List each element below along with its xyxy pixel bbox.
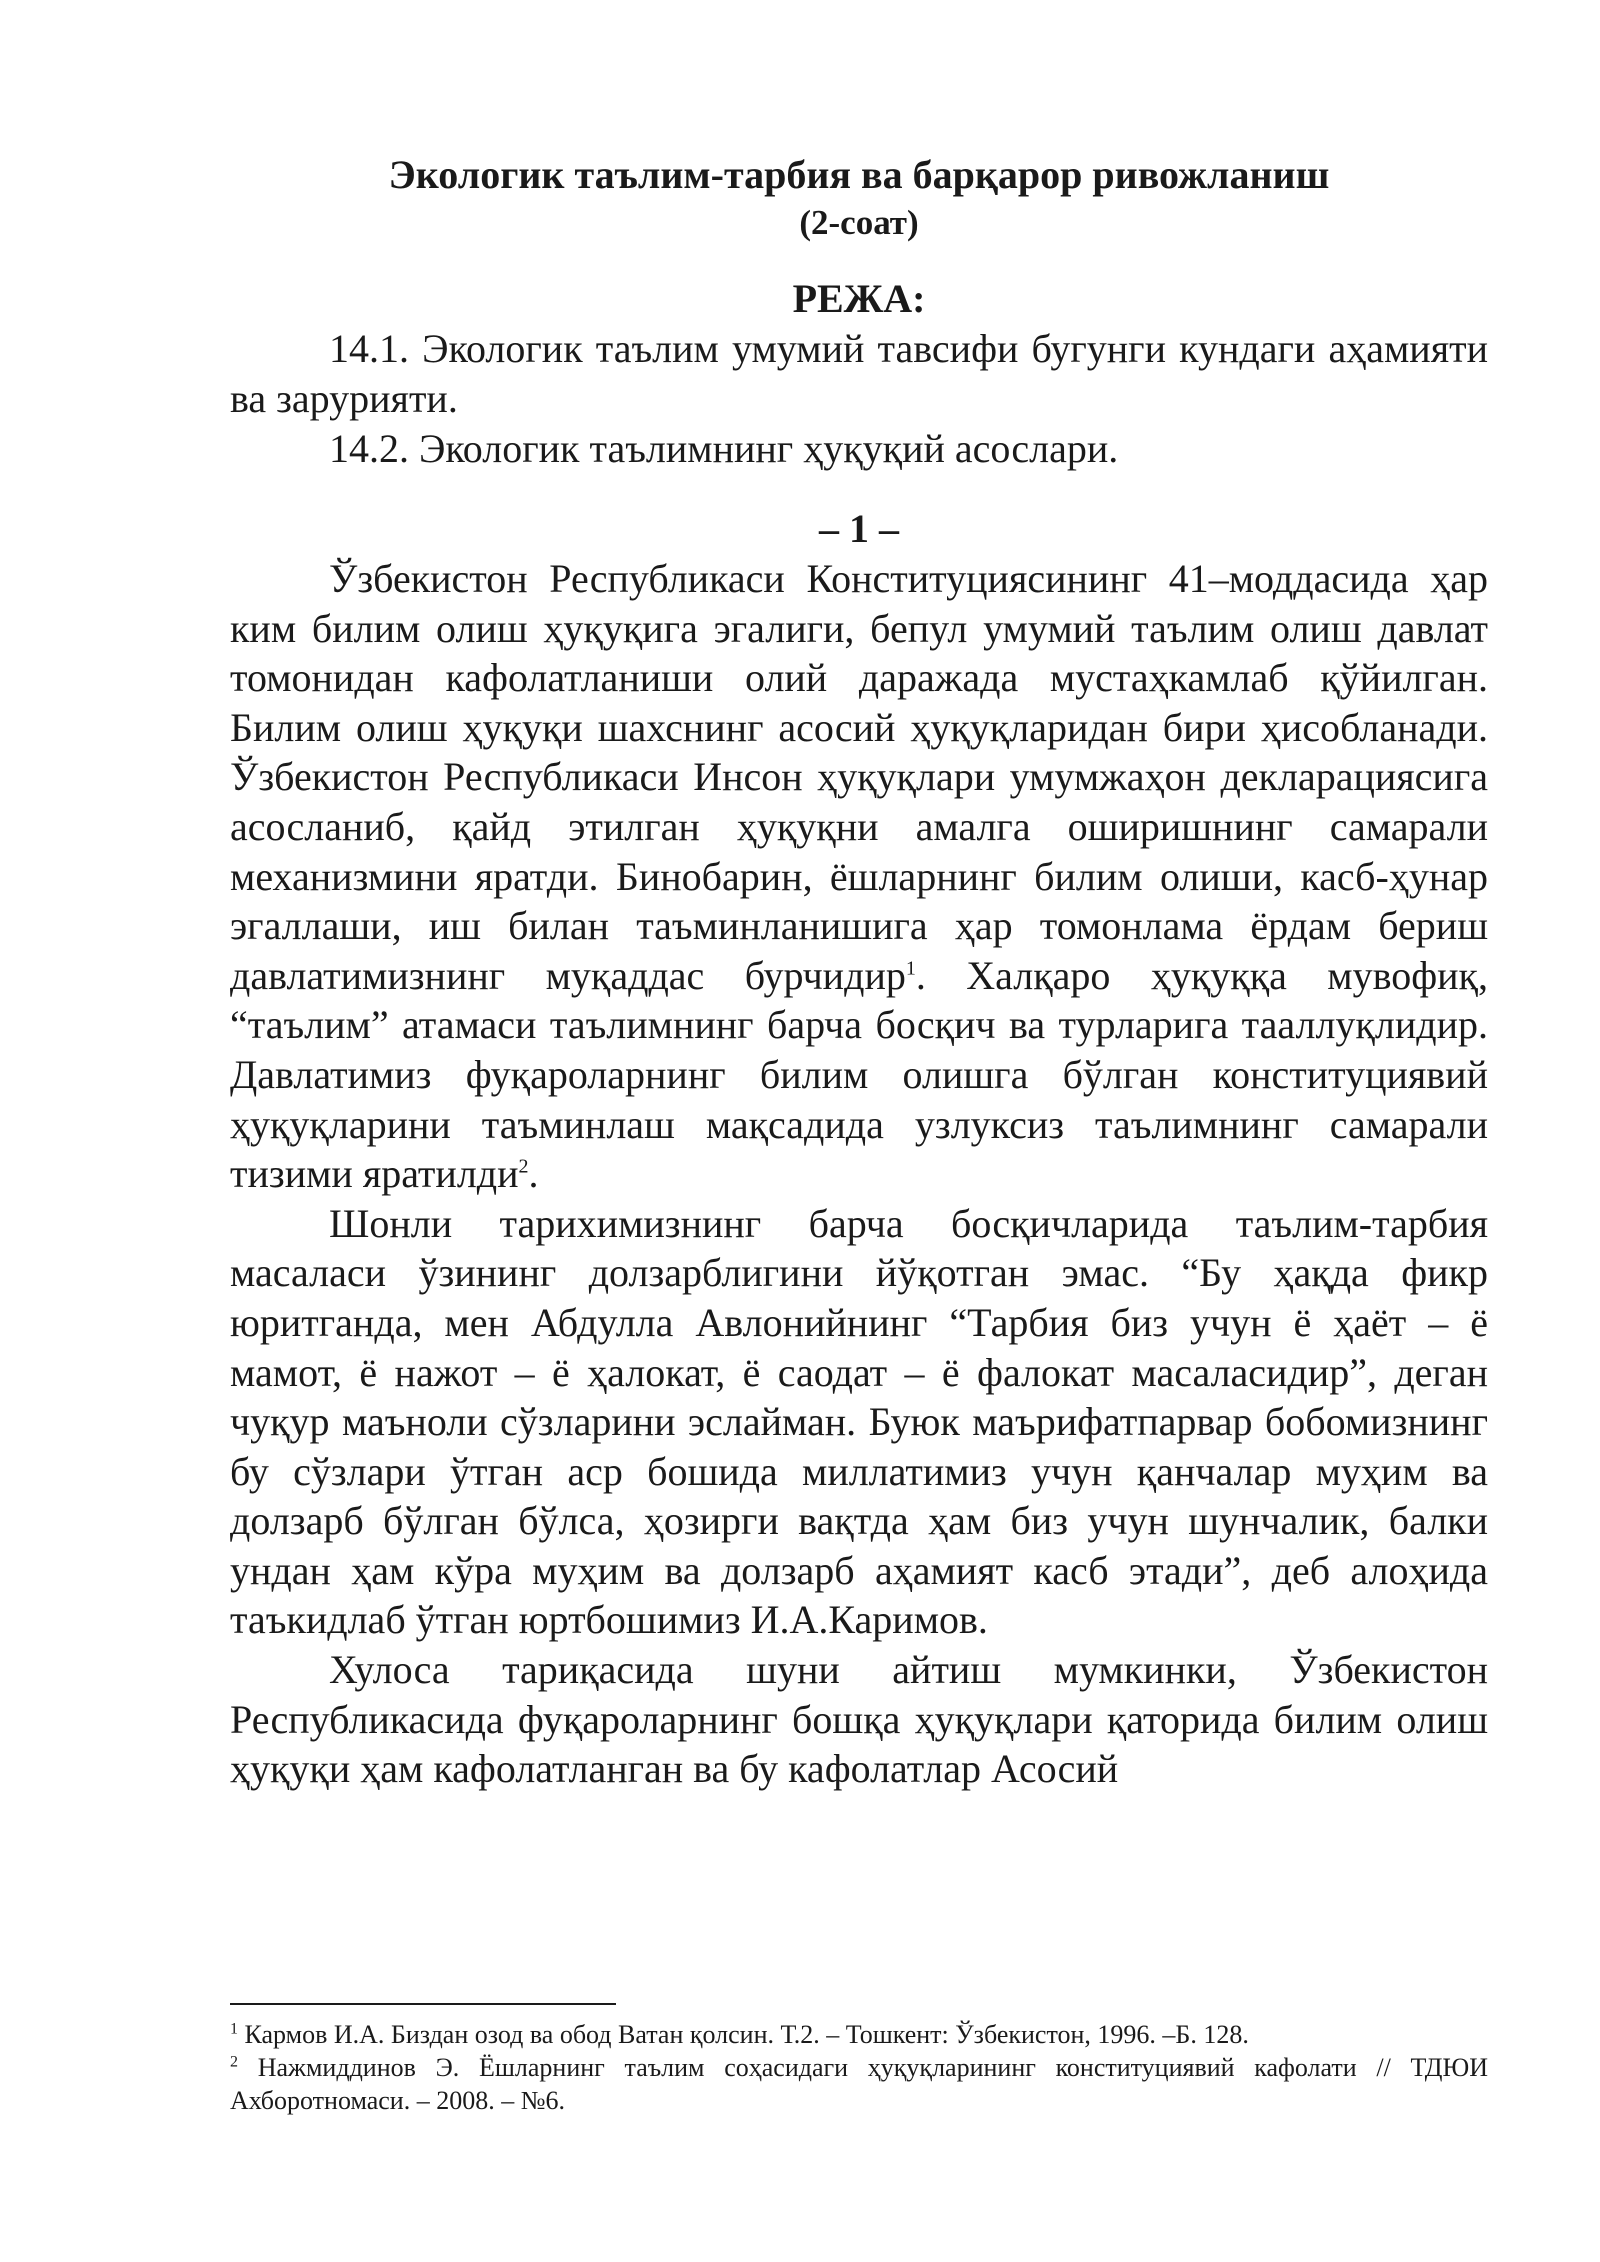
plan-item: 14.2. Экологик таълимнинг ҳуқуқий асослари. bbox=[329, 426, 1119, 471]
footnote-text: Нажмиддинов Э. Ёшларнинг таълим соҳасидаги ҳуқуқларининг конституциявий кафолати // ТДЮИ Ахборотномаси. – 2008. – №6. bbox=[230, 2053, 1488, 2115]
document-page bbox=[230, 150, 1488, 1794]
plan-list bbox=[230, 324, 1488, 474]
document-hours: (2-соат) bbox=[799, 203, 919, 242]
paragraph-text: Ўзбекистон Республикаси Конституциясининг 41–моддасида ҳар ким билим олиш ҳуқуқига эгалиги, бепул умумий таълим олиш давлат томонидан кафолатланиши олий даражада мустаҳкамлаб қўйилган. Билим олиш ҳуқуқи шахснинг асосий ҳуқуқларидан бири ҳисобланади. Ўзбекистон Республикаси Инсон ҳуқуқлари умумжаҳон декларациясига асосланиб, қайд этилган ҳуқуқни амалга оширишнинг самарали механизмини яратди. Бинобарин, ёшларнинг билим олиши, касб-ҳунар эгаллаши, иш билан таъминланишига ҳар томонлама ёрдам бериш давлатимизнинг муқаддас бурчидир bbox=[230, 556, 1488, 998]
paragraph-text: . Халқаро ҳуқуққа мувофиқ, “таълим” атамаси таълимнинг барча босқич ва турларига тааллуқлидир. Давлатимиз фуқароларнинг билим олишга бўлган конституциявий ҳуқуқларини таъминлаш мақсадида узлуксиз таълимнинг самарали тизими яратилди bbox=[230, 952, 1488, 1197]
document-title: Экологик таълим-тарбия ва барқарор ривожланиш bbox=[388, 152, 1330, 197]
footnote-mark: 2 bbox=[230, 2053, 238, 2071]
paragraph-text: . bbox=[528, 1151, 539, 1197]
body-paragraph: Хулоса тариқасида шуни айтиш мумкинки, Ўзбекистон Республикасида фуқароларнинг бошқа ҳуқуқлари қаторида билим олиш ҳуқуқи ҳам кафолатланган ва бу кафолатлар Асосий bbox=[230, 1647, 1488, 1792]
plan-heading: РЕЖА: bbox=[792, 276, 926, 321]
section-number: – 1 – bbox=[819, 506, 899, 551]
footnote bbox=[230, 2018, 1488, 2051]
footnote-text: Кармов И.А. Биздан озод ва обод Ватан қолсин. Т.2. – Тошкент: Ўзбекистон, 1996. –Б. 128. bbox=[238, 2020, 1249, 2049]
footnote-separator bbox=[230, 2003, 616, 2005]
footnotes bbox=[230, 2018, 1488, 2117]
footnote-reference: 2 bbox=[518, 1155, 529, 1178]
body-paragraph: Шонли тарихимизнинг барча босқичларида таълим-тарбия масаласи ўзининг долзарблигини йўқотган эмас. “Бу ҳақда фикр юритганда, мен Абдулла Авлонийнинг “Тарбия биз учун ё ҳаёт – ё мамот, ё нажот – ё ҳалокат, ё саодат – ё фалокат масаласидир”, деган чуқур маъноли сўзларини эслайман. Буюк маърифатпарвар бобомизнинг бу сўзлари ўтган аср бошида миллатимиз учун қанчалар муҳим ва долзарб бўлган бўлса, ҳозирги вақтда ҳам биз учун шунчалик, балки ундан ҳам кўра муҳим ва долзарб аҳамият касб этади”, деб алоҳида таъкидлаб ўтган юртбошимиз И.А.Каримов. bbox=[230, 1200, 1488, 1643]
body-paragraph bbox=[230, 554, 1488, 1199]
footnote-reference: 1 bbox=[905, 957, 916, 980]
footnote bbox=[230, 2051, 1488, 2117]
footnote-mark: 1 bbox=[230, 2020, 238, 2038]
plan-item: 14.1. Экологик таълим умумий тавсифи бугунги кундаги аҳамияти ва зарурияти. bbox=[230, 326, 1488, 421]
